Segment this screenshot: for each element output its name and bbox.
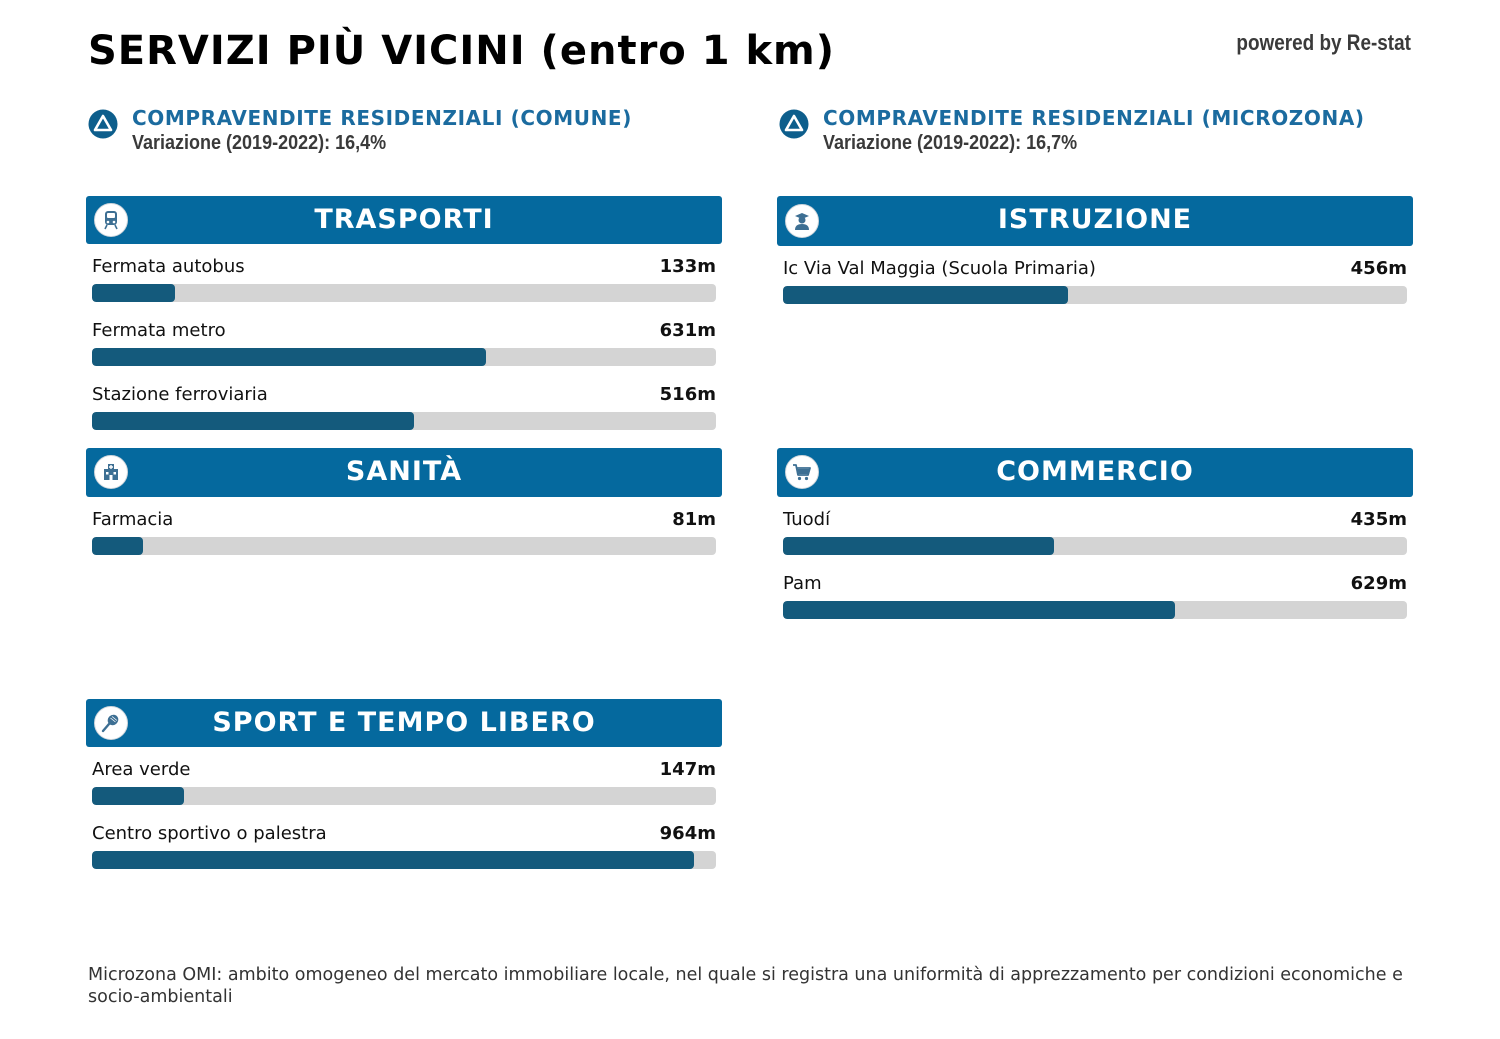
teacher-icon [785,204,819,238]
stat-microzona-title: COMPRAVENDITE RESIDENZIALI (MICROZONA) [823,106,1365,130]
list-item [92,509,716,561]
distance-bar [92,851,716,869]
powered-by-label: powered by Re-stat [1236,30,1411,55]
train-icon [94,203,128,237]
item-distance: 133m [659,256,716,277]
tennis-racket-icon [94,706,128,740]
distance-bar-fill [92,537,143,555]
item-label: Area verde [92,759,191,780]
distance-bar-fill [92,851,694,869]
item-label: Stazione ferroviaria [92,384,268,405]
distance-bar-fill [783,537,1054,555]
distance-bar [92,284,716,302]
distance-bar [783,286,1407,304]
distance-bar [92,787,716,805]
item-distance: 516m [659,384,716,405]
item-label: Pam [783,573,822,594]
up-triangle-icon [88,109,118,139]
list-item [783,258,1407,310]
list-item [783,509,1407,561]
list-item [92,320,716,372]
section-title: SPORT E TEMPO LIBERO [212,707,596,738]
page-title: SERVIZI PIÙ VICINI (entro 1 km) [88,28,836,74]
distance-bar-fill [92,284,175,302]
up-triangle-icon [779,109,809,139]
list-item [92,823,716,875]
item-label: Fermata metro [92,320,226,341]
hospital-icon [94,455,128,489]
distance-bar [92,537,716,555]
section-istruzione [777,196,1413,310]
list-item [92,759,716,811]
section-title: COMMERCIO [996,456,1194,487]
section-title: TRASPORTI [314,204,494,235]
section-commercio [777,448,1413,625]
distance-bar [92,412,716,430]
stat-microzona-variation: Variazione (2019-2022): 16,7% [823,132,1078,154]
item-label: Farmacia [92,509,174,530]
distance-bar-fill [92,412,414,430]
distance-bar-fill [783,286,1068,304]
distance-bar-fill [92,348,486,366]
section-header [777,448,1413,497]
item-distance: 435m [1350,509,1407,530]
distance-bar [783,601,1407,619]
section-sport [86,699,722,875]
item-distance: 631m [659,320,716,341]
section-title: ISTRUZIONE [997,204,1193,235]
item-label: Ic Via Val Maggia (Scuola Primaria) [783,258,1096,279]
section-header [777,196,1413,246]
footnote: Microzona OMI: ambito omogeneo del mercato immobiliare locale, nel quale si registra una uniformità di apprezzamento per condizioni economiche e socio-ambientali [88,965,1403,1007]
section-header [86,699,722,747]
list-item [92,384,716,436]
stat-comune-variation: Variazione (2019-2022): 16,4% [132,132,387,154]
stat-microzona [779,106,1365,155]
distance-bar [92,348,716,366]
distance-bar-fill [92,787,184,805]
item-label: Centro sportivo o palestra [92,823,327,844]
list-item [92,256,716,308]
item-distance: 456m [1350,258,1407,279]
item-distance: 147m [659,759,716,780]
shopping-cart-icon [785,455,819,489]
item-distance: 629m [1350,573,1407,594]
section-header [86,196,722,244]
section-sanita [86,448,722,561]
item-label: Tuodí [783,509,831,530]
item-label: Fermata autobus [92,256,245,277]
list-item [783,573,1407,625]
section-header [86,448,722,497]
item-distance: 81m [672,509,716,530]
stat-comune-title: COMPRAVENDITE RESIDENZIALI (COMUNE) [132,106,632,130]
item-distance: 964m [659,823,716,844]
section-trasporti [86,196,722,436]
distance-bar [783,537,1407,555]
stat-comune [88,106,632,155]
section-title: SANITÀ [345,456,463,487]
distance-bar-fill [783,601,1175,619]
